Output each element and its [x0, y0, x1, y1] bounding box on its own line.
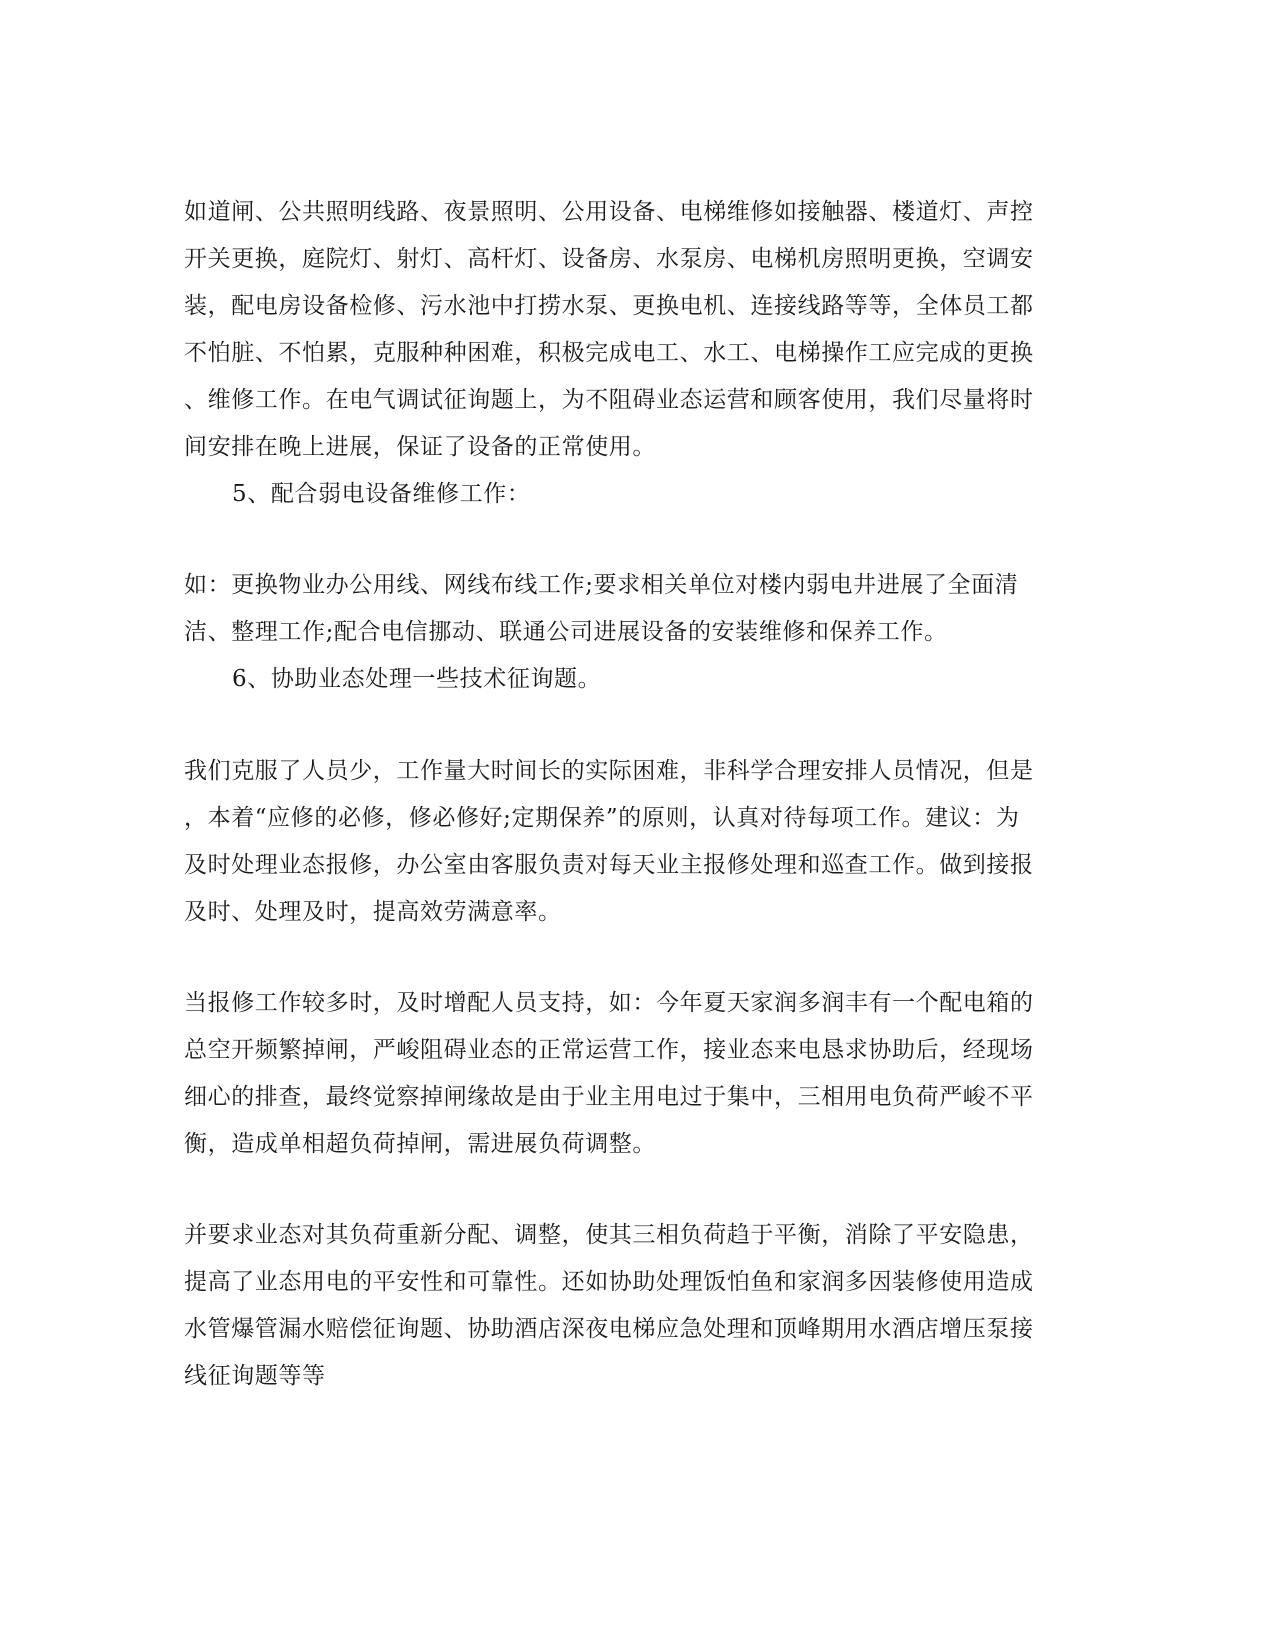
- paragraph-line: 、维修工作。在电气调试征询题上，为不阻碍业态运营和顾客使用，我们尽量将时: [184, 387, 1034, 413]
- paragraph-line: 细心的排查，最终觉察掉闸缘故是由于业主用电过于集中，三相用电负荷严峻不平: [184, 1084, 1034, 1110]
- paragraph-line: 水管爆管漏水赔偿征询题、协助酒店深夜电梯应急处理和顶峰期用水酒店增压泵接: [184, 1316, 1034, 1342]
- paragraph-line: 间安排在晚上进展，保证了设备的正常使用。: [184, 434, 656, 460]
- paragraph-line: 提高了业态用电的平安性和可靠性。还如协助处理饭怕鱼和家润多因装修使用造成: [184, 1269, 1034, 1295]
- paragraph-line: 洁、整理工作;配合电信挪动、联通公司进展设备的安装维修和保养工作。: [184, 619, 948, 645]
- section-heading: 6、协助业态处理一些技术征询题。: [232, 666, 602, 692]
- paragraph-line: 如道闸、公共照明线路、夜景照明、公用设备、电梯维修如接触器、楼道灯、声控: [184, 199, 1034, 225]
- paragraph-line: ，本着“应修的必修，修必修好;定期保养”的原则，认真对待每项工作。建议：为: [184, 805, 1020, 831]
- paragraph-line: 线征询题等等: [184, 1363, 326, 1389]
- paragraph-line: 开关更换，庭院灯、射灯、高杆灯、设备房、水泵房、电梯机房照明更换，空调安: [184, 246, 1034, 272]
- paragraph-line: 装，配电房设备检修、污水池中打捞水泵、更换电机、连接线路等等，全体员工都: [184, 293, 1034, 319]
- paragraph-line: 我们克服了人员少，工作量大时间长的实际困难，非科学合理安排人员情况，但是: [184, 758, 1034, 784]
- section-heading: 5、配合弱电设备维修工作：: [232, 481, 531, 507]
- paragraph-line: 不怕脏、不怕累，克服种种困难，积极完成电工、水工、电梯操作工应完成的更换: [184, 340, 1034, 366]
- paragraph-line: 及时处理业态报修，办公室由客服负责对每天业主报修处理和巡查工作。做到接报: [184, 852, 1034, 878]
- paragraph-line: 总空开频繁掉闸，严峻阻碍业态的正常运营工作，接业态来电恳求协助后，经现场: [184, 1037, 1034, 1063]
- paragraph-line: 如：更换物业办公用线、网线布线工作;要求相关单位对楼内弱电井进展了全面清: [184, 572, 1019, 598]
- paragraph-line: 当报修工作较多时，及时增配人员支持，如：今年夏天家润多润丰有一个配电箱的: [184, 990, 1034, 1016]
- paragraph-line: 衡，造成单相超负荷掉闸，需进展负荷调整。: [184, 1131, 656, 1157]
- paragraph-line: 并要求业态对其负荷重新分配、调整，使其三相负荷趋于平衡，消除了平安隐患，: [184, 1222, 1034, 1248]
- paragraph-line: 及时、处理及时，提高效劳满意率。: [184, 899, 562, 925]
